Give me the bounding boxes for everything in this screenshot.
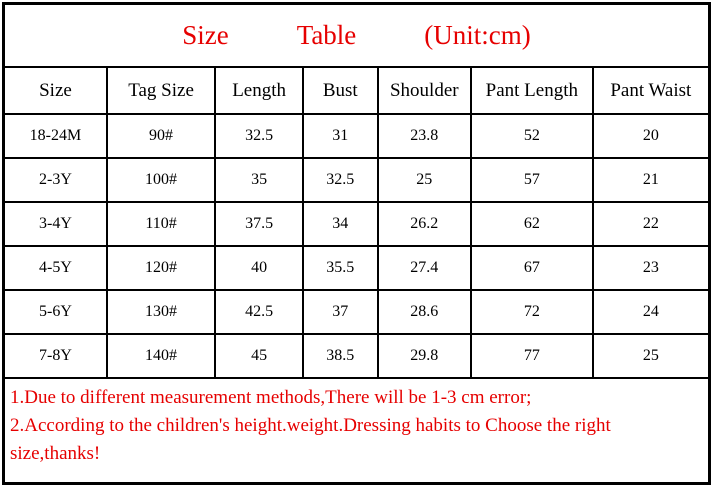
cell-pant-waist: 23 [593,246,708,290]
note-line-1: 1.Due to different measurement methods,There will be 1-3 cm error; [10,387,532,408]
header-row [5,68,708,114]
table-row [5,158,708,202]
cell-tag-size: 140# [107,334,215,378]
cell-pant-waist: 22 [593,202,708,246]
column-header-shoulder: Shoulder [378,68,471,114]
cell-tag-size: 120# [107,246,215,290]
cell-length: 40 [215,246,303,290]
cell-bust: 31 [303,114,378,158]
title-word-size: Size [182,20,229,50]
column-header-size: Size [5,68,107,114]
cell-pant-waist: 25 [593,334,708,378]
cell-tag-size: 110# [107,202,215,246]
cell-tag-size: 100# [107,158,215,202]
cell-tag-size: 130# [107,290,215,334]
cell-pant-waist: 24 [593,290,708,334]
cell-size: 4-5Y [5,246,107,290]
cell-shoulder: 23.8 [378,114,471,158]
cell-length: 45 [215,334,303,378]
cell-bust: 34 [303,202,378,246]
cell-length: 37.5 [215,202,303,246]
cell-bust: 32.5 [303,158,378,202]
cell-bust: 35.5 [303,246,378,290]
column-header-pant-waist: Pant Waist [593,68,708,114]
column-header-pant-length: Pant Length [471,68,593,114]
table-row [5,114,708,158]
cell-bust: 38.5 [303,334,378,378]
cell-size: 18-24M [5,114,107,158]
cell-tag-size: 90# [107,114,215,158]
cell-shoulder: 26.2 [378,202,471,246]
cell-shoulder: 28.6 [378,290,471,334]
title-unit: (Unit:cm) [424,20,531,50]
cell-size: 3-4Y [5,202,107,246]
size-table-sheet [2,2,711,485]
cell-pant-length: 52 [471,114,593,158]
table-row [5,246,708,290]
size-table [5,68,708,379]
cell-pant-length: 67 [471,246,593,290]
table-title [5,5,708,68]
note-line-2: 2.According to the children's height.weight.Dressing habits to Choose the right size,thanks! [10,415,611,464]
measurement-notes [5,379,708,482]
cell-pant-length: 57 [471,158,593,202]
cell-shoulder: 27.4 [378,246,471,290]
cell-shoulder: 25 [378,158,471,202]
cell-size: 5-6Y [5,290,107,334]
table-row [5,334,708,378]
cell-pant-length: 77 [471,334,593,378]
cell-pant-waist: 21 [593,158,708,202]
column-header-bust: Bust [303,68,378,114]
cell-size: 7-8Y [5,334,107,378]
cell-bust: 37 [303,290,378,334]
cell-size: 2-3Y [5,158,107,202]
cell-length: 35 [215,158,303,202]
cell-shoulder: 29.8 [378,334,471,378]
table-row [5,202,708,246]
table-row [5,290,708,334]
cell-length: 32.5 [215,114,303,158]
cell-pant-waist: 20 [593,114,708,158]
cell-length: 42.5 [215,290,303,334]
title-word-table: Table [296,20,357,50]
column-header-length: Length [215,68,303,114]
cell-pant-length: 62 [471,202,593,246]
column-header-tag-size: Tag Size [107,68,215,114]
cell-pant-length: 72 [471,290,593,334]
